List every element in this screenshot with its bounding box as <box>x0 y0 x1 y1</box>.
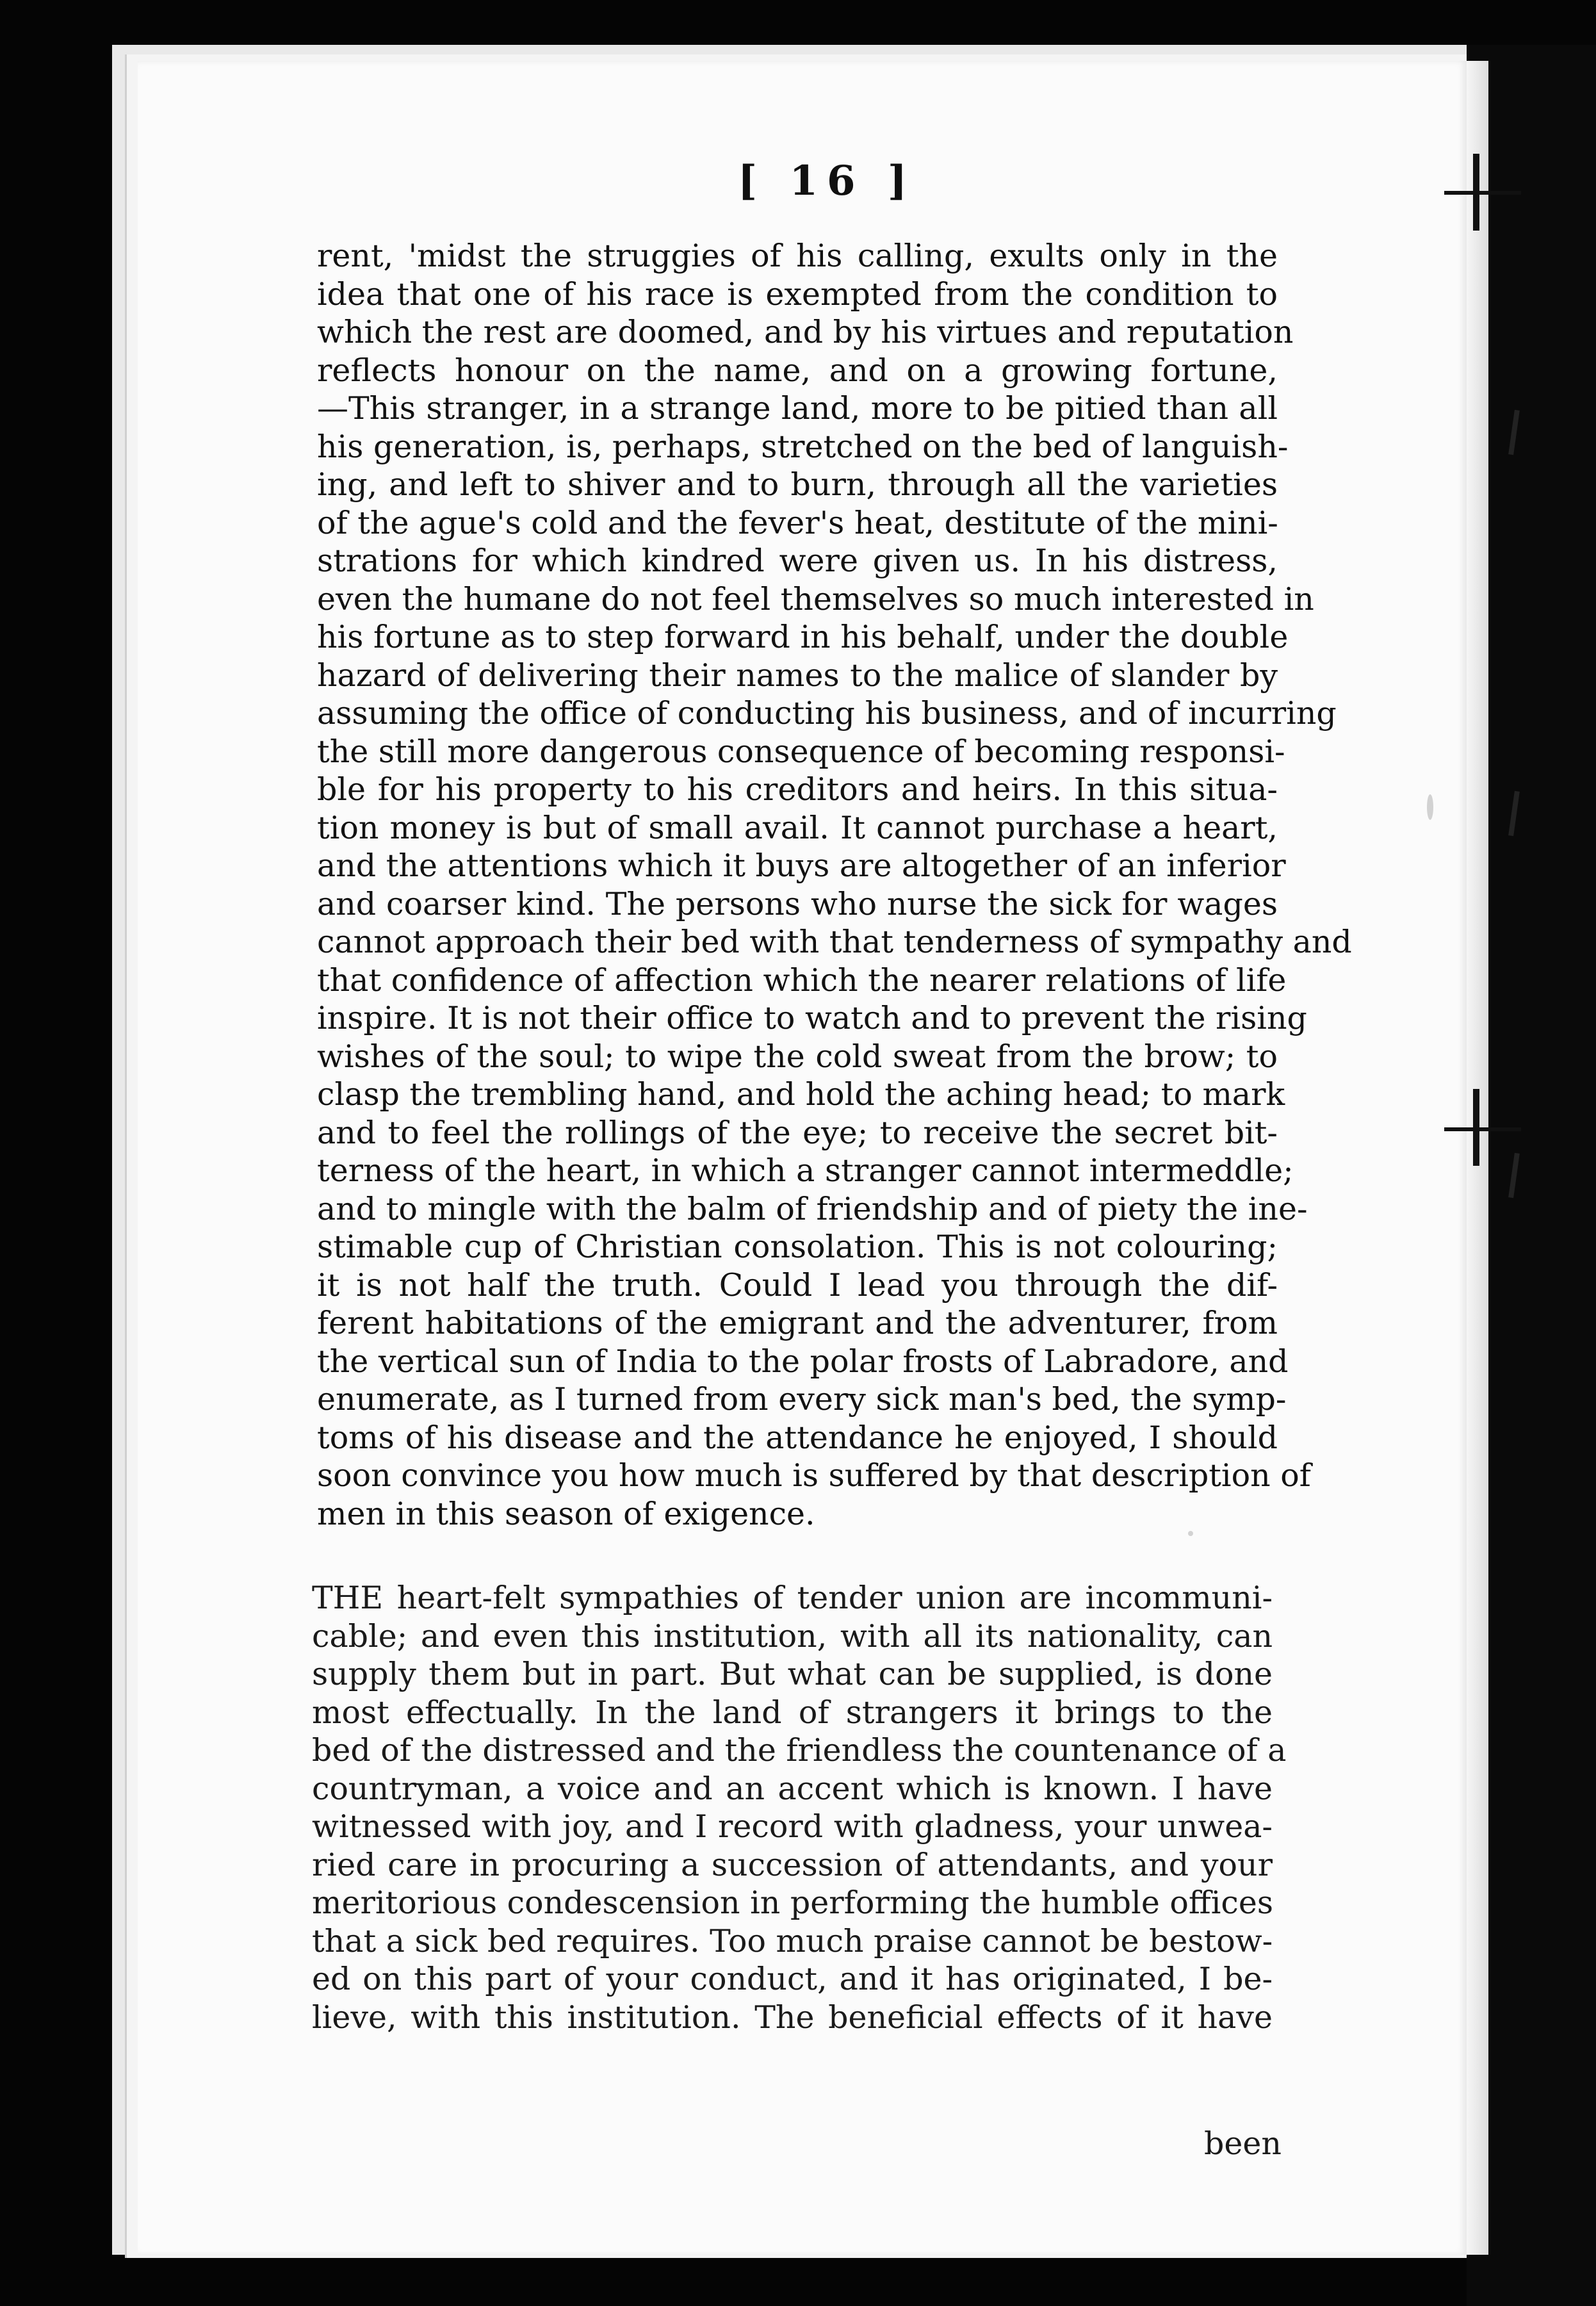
binding-stitch <box>1444 1127 1521 1131</box>
text-line: of the ague's cold and the fever's heat, destitute of the mini- <box>317 504 1278 541</box>
text-line: THE heart-felt sympathies of tender union are incommuni- <box>312 1580 1273 1616</box>
text-line: cannot approach their bed with that tenderness of sympathy and <box>317 924 1352 960</box>
page-number: [ 16 ] <box>737 157 916 205</box>
text-line: ed on this part of your conduct, and it has originated, I be- <box>312 1961 1273 1997</box>
text-line: and the attentions which it buys are altogether of an inferior <box>317 847 1286 884</box>
catchword: been <box>1204 2125 1282 2162</box>
text-line: assuming the office of conducting his business, and of incurring <box>317 695 1337 732</box>
text-line: inspire. It is not their office to watch and to prevent the rising <box>317 1000 1307 1036</box>
text-line: his generation, is, perhaps, stretched on the bed of languish- <box>317 428 1289 465</box>
text-line: stimable cup of Christian consolation. This is not colouring; <box>317 1229 1278 1265</box>
ink-speck <box>1427 794 1433 820</box>
text-line: men in this season of exigence. <box>317 1495 815 1532</box>
text-line: his fortune as to step forward in his behalf, under the double <box>317 619 1289 655</box>
text-line: toms of his disease and the attendance he enjoyed, I should <box>317 1419 1278 1456</box>
text-line: it is not half the truth. Could I lead you through the dif- <box>317 1266 1278 1304</box>
text-line: ble for his property to his creditors and heirs. In this situa- <box>317 771 1278 808</box>
text-line: bed of the distressed and the friendless the countenance of a <box>312 1732 1287 1769</box>
text-line: the still more dangerous consequence of becoming responsi- <box>317 733 1285 770</box>
text-line: countryman, a voice and an accent which is known. I have <box>312 1770 1273 1807</box>
text-line: ried care in procuring a succession of attendants, and your <box>312 1846 1273 1883</box>
binding-thread <box>1473 1089 1479 1166</box>
text-line: lieve, with this institution. The beneficial effects of it have <box>312 1999 1273 2036</box>
text-line: soon convince you how much is suffered by that description of <box>317 1457 1311 1494</box>
text-line: idea that one of his race is exempted from the condition to <box>317 275 1278 313</box>
text-line: clasp the trembling hand, and hold the aching head; to mark <box>317 1076 1285 1113</box>
text-line: —This stranger, in a strange land, more to be pitied than all <box>317 390 1278 427</box>
text-line: meritorious condescension in performing the humble offices <box>312 1885 1273 1921</box>
text-line: ing, and left to shiver and to burn, through all the varieties <box>317 466 1278 503</box>
text-line: tion money is but of small avail. It cannot purchase a heart, <box>317 809 1278 846</box>
text-line: which the rest are doomed, and by his virtues and reputation <box>317 314 1294 350</box>
text-line: enumerate, as I turned from every sick man's bed, the symp- <box>317 1381 1287 1418</box>
text-line: the vertical sun of India to the polar frosts of Labradore, and <box>317 1343 1289 1380</box>
text-line: rent, 'midst the struggies of his calling, exults only in the <box>317 238 1278 274</box>
text-line: most effectually. In the land of strangers it brings to the <box>312 1694 1273 1731</box>
paragraph-second <box>312 1579 1287 2036</box>
text-line: hazard of delivering their names to the malice of slander by <box>317 657 1278 694</box>
text-line: ferent habitations of the emigrant and the adventurer, from <box>317 1305 1278 1341</box>
text-line: supply them but in part. But what can be supplied, is done <box>312 1656 1273 1692</box>
text-line: witnessed with joy, and I record with gladness, your unwea- <box>312 1808 1273 1845</box>
text-line: terness of the heart, in which a stranger cannot intermeddle; <box>317 1152 1294 1189</box>
paragraph-continued <box>317 237 1352 1533</box>
text-line: strations for which kindred were given us. In his distress, <box>317 543 1278 579</box>
text-line: and coarser kind. The persons who nurse the sick for wages <box>317 885 1278 922</box>
text-line: reflects honour on the name, and on a growing fortune, <box>317 352 1278 389</box>
text-line: and to feel the rollings of the eye; to receive the secret bit- <box>317 1114 1278 1151</box>
text-line: that confidence of affection which the nearer relations of life <box>317 961 1287 999</box>
text-line: that a sick bed requires. Too much praise cannot be bestow- <box>312 1922 1273 1959</box>
text-line: wishes of the soul; to wipe the cold sweat from the brow; to <box>317 1038 1278 1075</box>
text-line: even the humane do not feel themselves so much interested in <box>317 580 1314 617</box>
text-line: and to mingle with the balm of friendship and of piety the ine- <box>317 1190 1308 1227</box>
text-line: cable; and even this institution, with all its nationality, can <box>312 1617 1273 1655</box>
